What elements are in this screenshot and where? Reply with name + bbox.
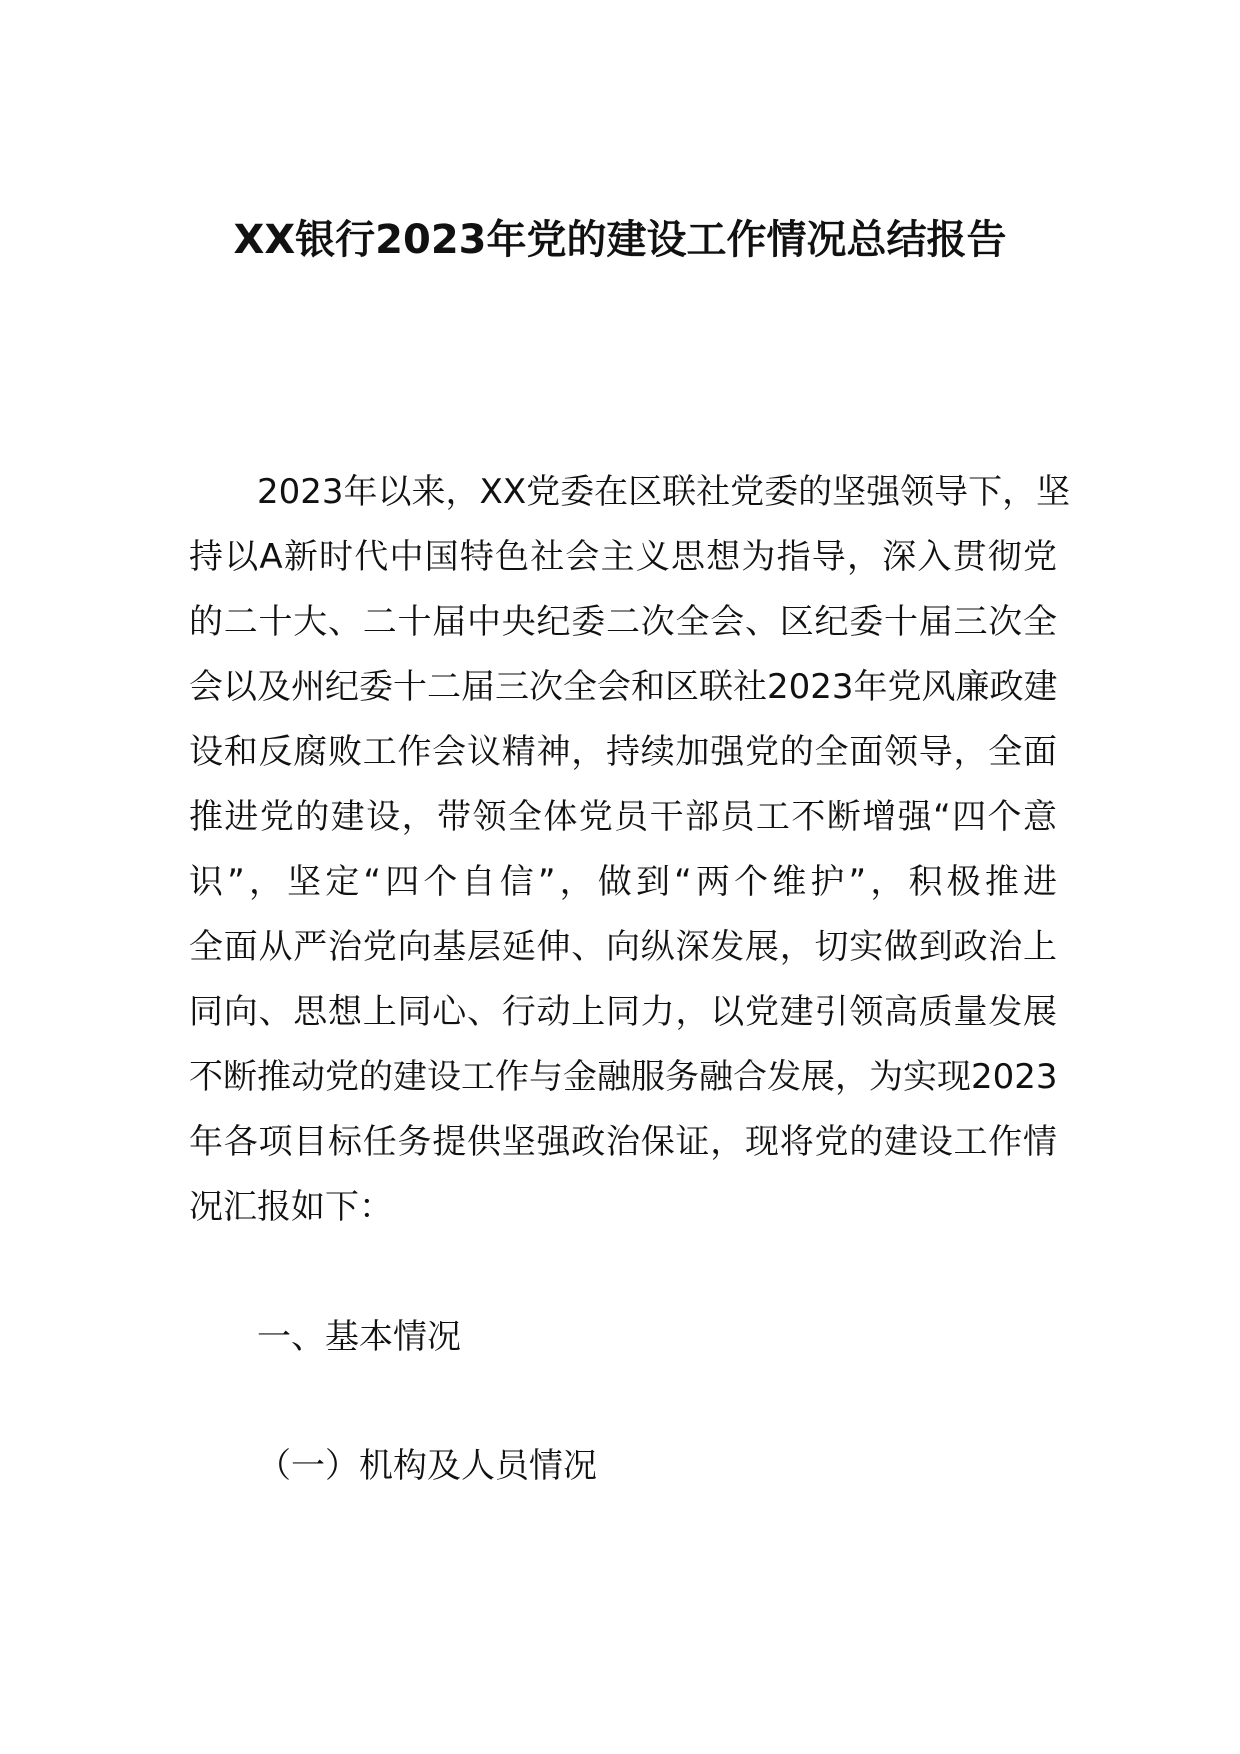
paragraph-line: 全面从严治党向基层延伸、向纵深发展，切实做到政治上 — [189, 927, 1057, 967]
paragraph-line: 的二十大、二十届中央纪委二次全会、区纪委十届三次全 — [189, 602, 1057, 642]
intro-paragraph — [189, 460, 1071, 1240]
paragraph-line: 同向、思想上同心、行动上同力，以党建引领高质量发展 — [189, 992, 1057, 1032]
section-heading: 一、基本情况 — [257, 1317, 461, 1357]
paragraph-line: 况汇报如下： — [189, 1187, 393, 1227]
document-title: XX银行2023年党的建设工作情况总结报告 — [233, 217, 1007, 263]
paragraph-line: 年各项目标任务提供坚强政治保证，现将党的建设工作情 — [189, 1122, 1057, 1162]
paragraph-line: 2023年以来，XX党委在区联社党委的坚强领导下，坚 — [257, 472, 1071, 512]
paragraph-line: 设和反腐败工作会议精神，持续加强党的全面领导，全面 — [189, 732, 1057, 772]
subsection-heading: （一）机构及人员情况 — [257, 1446, 597, 1486]
paragraph-line: 不断推动党的建设工作与金融服务融合发展，为实现2023 — [189, 1057, 1058, 1097]
paragraph-line: 识”，坚定“四个自信”，做到“两个维护”，积极推进 — [189, 862, 1057, 902]
paragraph-line: 会以及州纪委十二届三次全会和区联社2023年党风廉政建 — [189, 667, 1058, 707]
paragraph-line: 推进党的建设，带领全体党员干部员工不断增强“四个意 — [189, 797, 1057, 837]
paragraph-line: 持以A新时代中国特色社会主义思想为指导，深入贯彻党 — [189, 537, 1057, 577]
